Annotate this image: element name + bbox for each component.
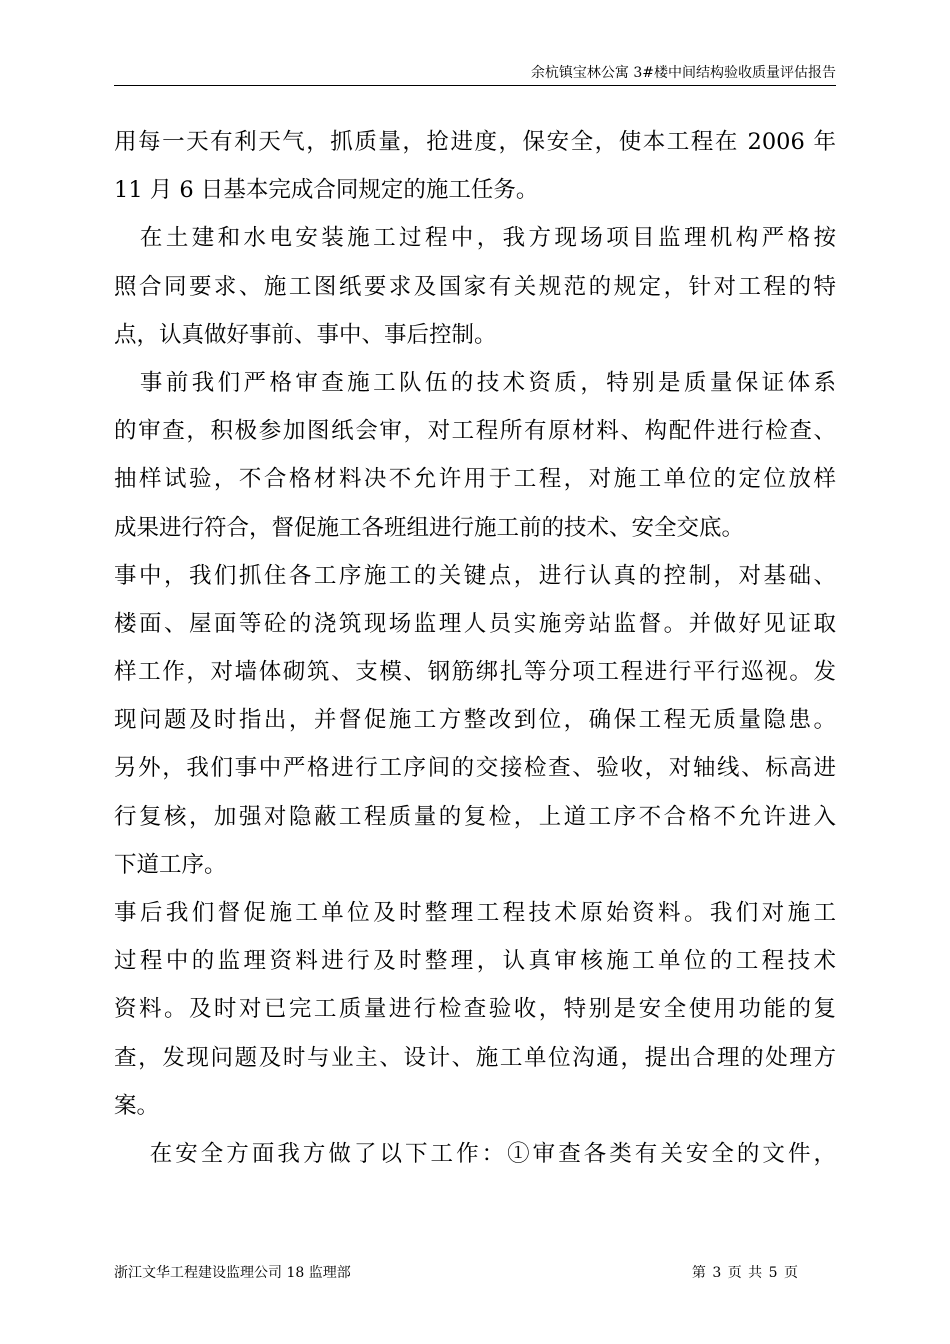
text-line: 抽样试验，不合格材料决不允许用于工程，对施工单位的定位放样 [114, 466, 836, 493]
text-line: 案。 [114, 1092, 160, 1119]
text-line: 点，认真做好事前、事中、事后控制。 [114, 321, 497, 348]
text-line: 事后我们督促施工单位及时整理工程技术原始资料。我们对施工 [114, 900, 836, 926]
text-line: 样工作，对墙体砌筑、支模、钢筋绑扎等分项工程进行平行巡视。发 [114, 659, 836, 686]
text-line: 在土建和水电安装施工过程中，我方现场项目监理机构严格按 [114, 225, 836, 252]
text-line: 照合同要求、施工图纸要求及国家有关规范的规定，针对工程的特 [114, 273, 836, 300]
text-line: 另外，我们事中严格进行工序间的交接检查、验收，对轴线、标高进 [114, 755, 836, 782]
footer-company: 浙江文华工程建设监理公司 18 监理部 [114, 1265, 351, 1281]
body-text [114, 118, 836, 1178]
text-line: 下道工序。 [114, 851, 227, 878]
text-line: 的审查，积极参加图纸会审，对工程所有原材料、构配件进行检查、 [114, 418, 836, 445]
text-line: 11 月 6 日基本完成合同规定的施工任务。 [114, 177, 539, 204]
text-line: 楼面、屋面等砼的浇筑现场监理人员实施旁站监督。并做好见证取 [114, 610, 836, 637]
text-line: 用每一天有利天气，抓质量，抢进度，保安全，使本工程在 2006 年 [114, 129, 836, 155]
text-line: 在安全方面我方做了以下工作：①审查各类有关安全的文件， [114, 1140, 836, 1167]
text-line: 成果进行符合，督促施工各班组进行施工前的技术、安全交底。 [114, 514, 745, 541]
text-line: 过程中的监理资料进行及时整理，认真审核施工单位的工程技术 [114, 948, 836, 975]
header-title: 余杭镇宝林公寓 3#楼中间结构验收质量评估报告 [530, 65, 836, 81]
text-line: 事前我们严格审查施工队伍的技术资质，特别是质量保证体系 [114, 369, 836, 396]
header-rule [114, 85, 836, 86]
text-line: 资料。及时对已完工质量进行检查验收，特别是安全使用功能的复 [114, 996, 836, 1023]
text-line: 事中，我们抓住各工序施工的关键点，进行认真的控制，对基础、 [114, 562, 836, 589]
text-line: 行复核，加强对隐蔽工程质量的复检，上道工序不合格不允许进入 [114, 803, 836, 830]
text-line: 现问题及时指出，并督促施工方整改到位，确保工程无质量隐患。 [114, 707, 836, 734]
footer-page-number: 第 3 页 共 5 页 [691, 1265, 798, 1281]
text-line: 查，发现问题及时与业主、设计、施工单位沟通，提出合理的处理方 [114, 1044, 836, 1071]
